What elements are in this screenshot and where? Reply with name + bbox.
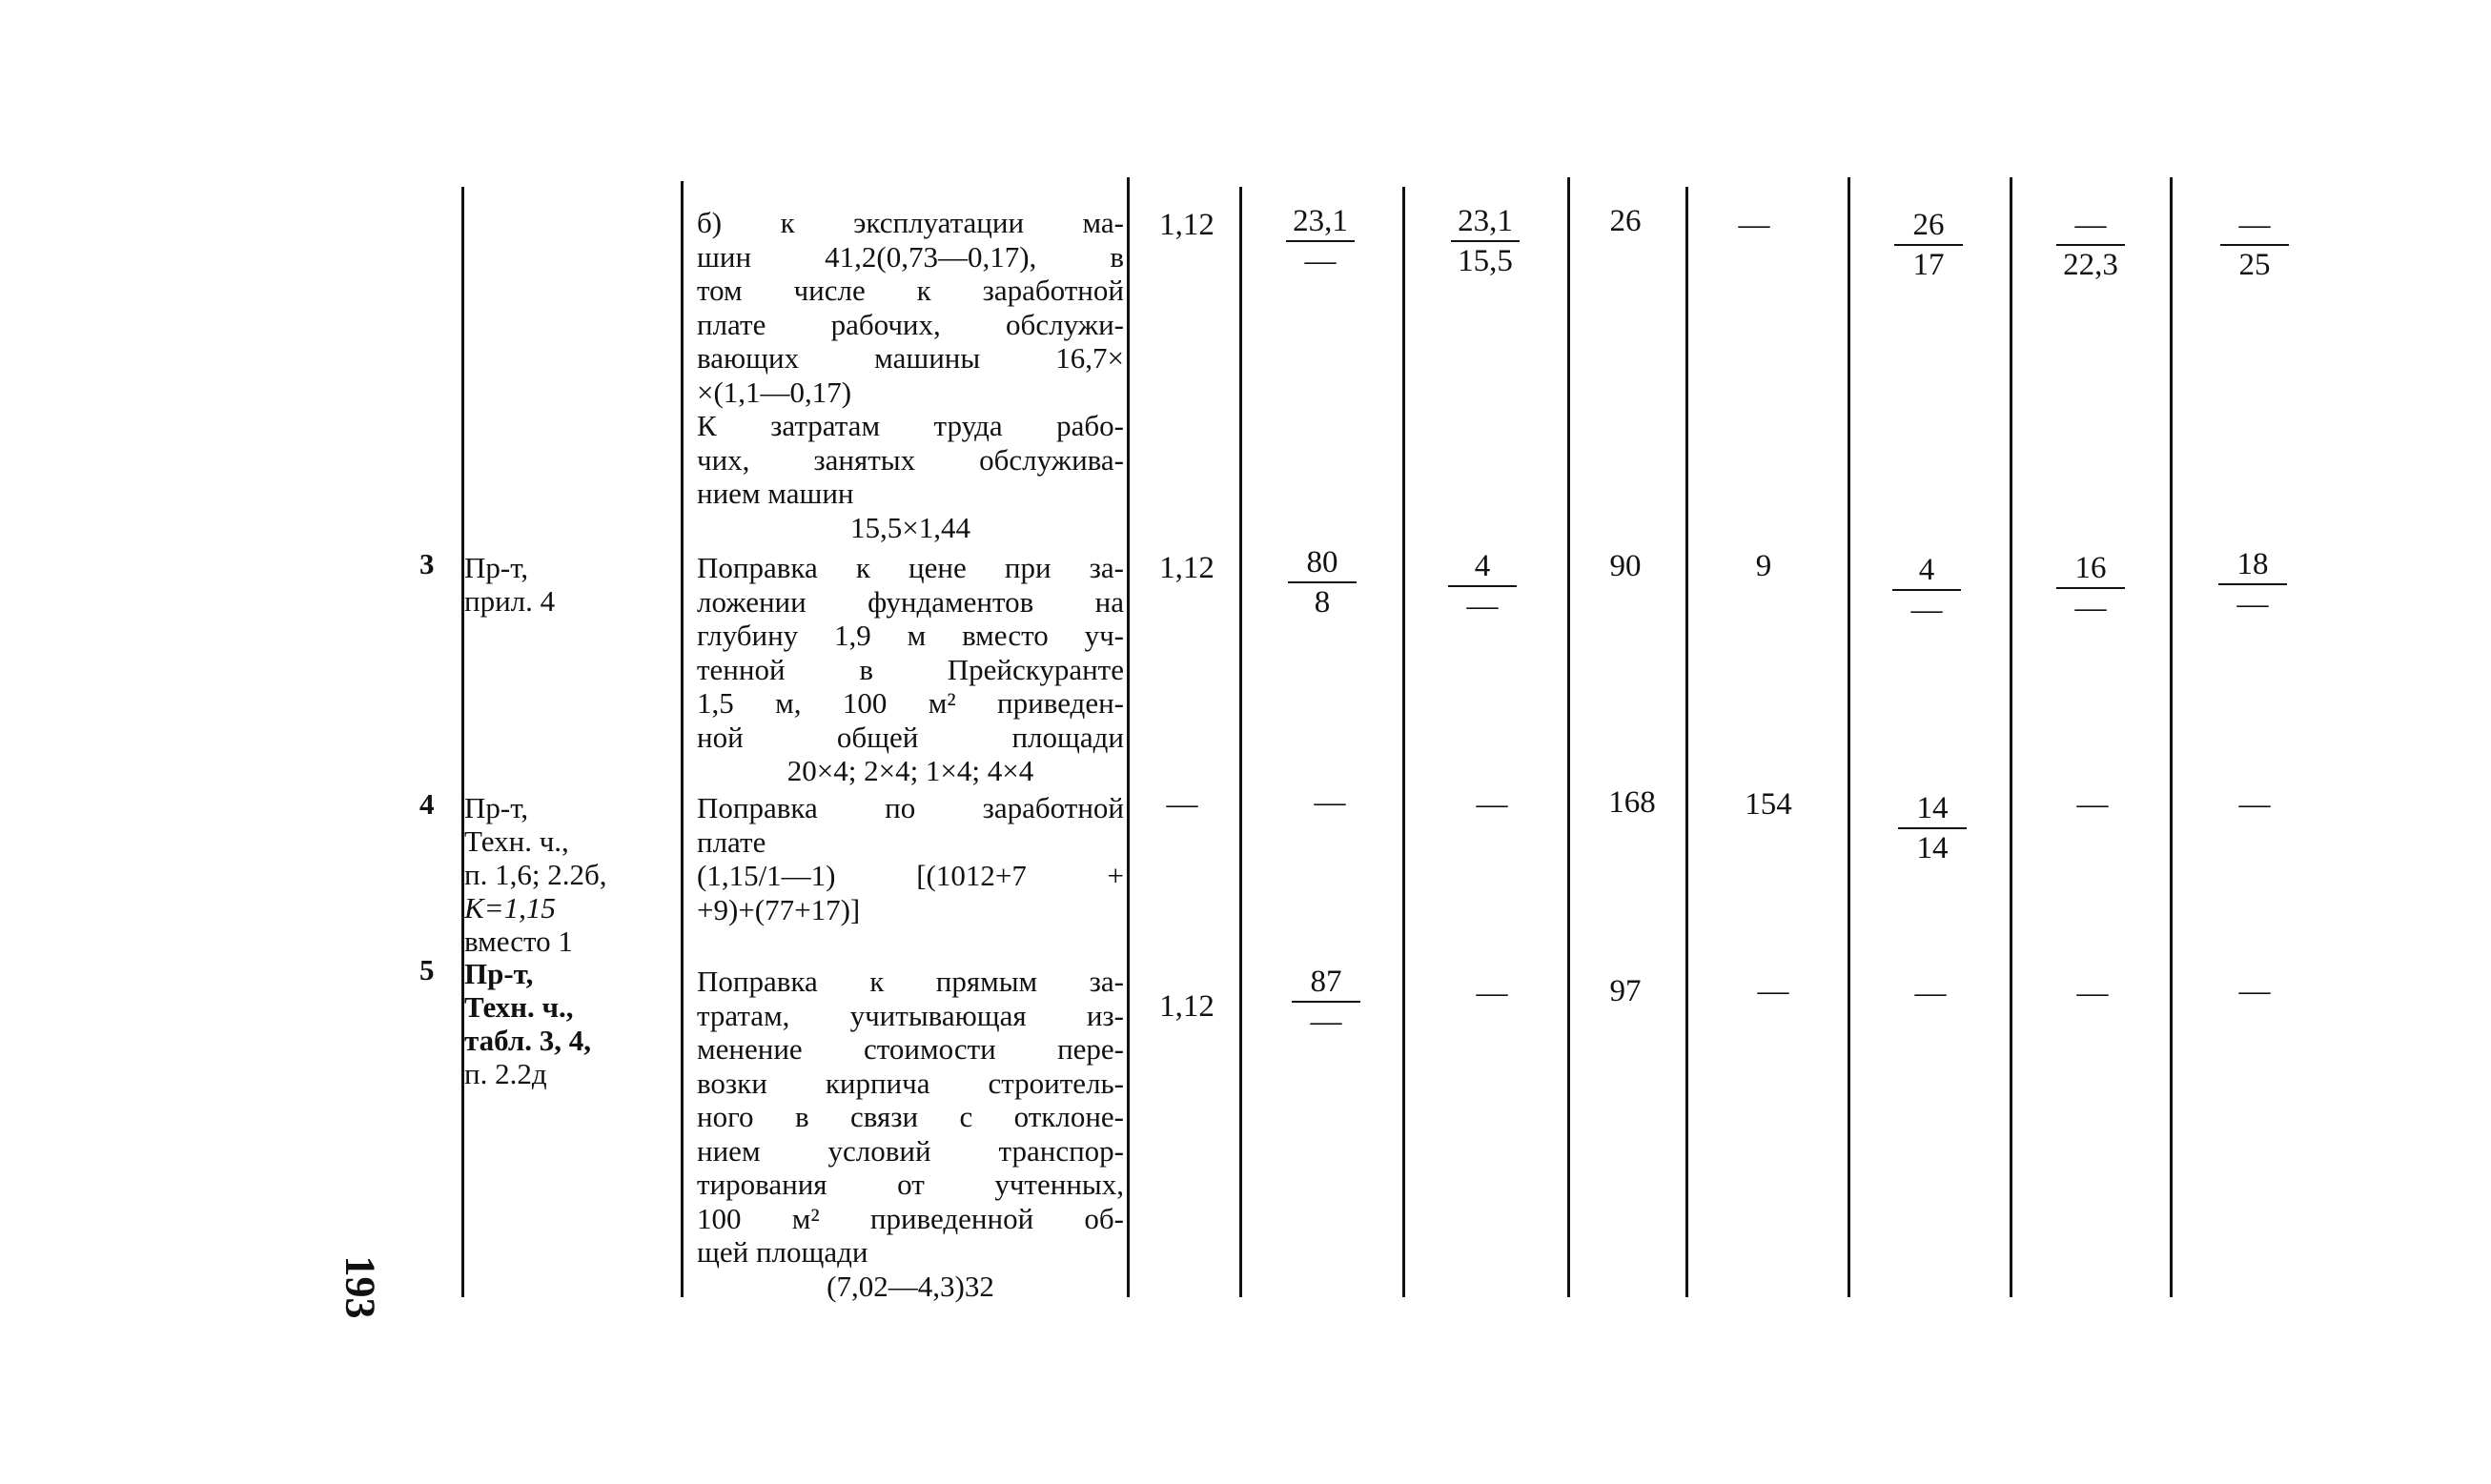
row1-c10-den: 22,3 (2063, 248, 2118, 282)
row1-c9 (1876, 208, 1981, 282)
row4-c5: — (1314, 785, 1346, 820)
row4-desc-line: Поправка по заработной (697, 791, 1124, 824)
row1-c5-den: — (1304, 244, 1337, 278)
page-number: 193 (337, 1255, 384, 1319)
row4-c9 (1880, 791, 1985, 865)
row1-c6-den: 15,5 (1458, 244, 1513, 278)
fraction-bar (2218, 583, 2287, 585)
rule-coef (1239, 187, 1242, 1297)
row3-c9-num: 4 (1918, 553, 1935, 587)
row3-c11-den: — (2236, 587, 2269, 621)
row5-c5-num: 87 (1310, 965, 1342, 999)
row-number: 4 (419, 787, 435, 821)
row5-source (464, 957, 591, 1090)
row3-c9 (1874, 553, 1979, 627)
row4-source-line: п. 1,6; 2.2б, (464, 858, 607, 891)
row5-source-line: Техн. ч., (464, 990, 574, 1024)
row1-desc-line: чих, занятых обслужива- (697, 442, 1124, 477)
row1-c10-num: — (2074, 208, 2107, 242)
fraction-bar (2056, 244, 2125, 246)
row1-c5 (1268, 204, 1373, 278)
row5-desc-line: тратам, учитывающая из- (697, 998, 1124, 1032)
fraction-bar (1898, 827, 1967, 829)
row5-c5-den: — (1310, 1005, 1342, 1039)
row1-c5-num: 23,1 (1293, 204, 1348, 238)
row3-c8: 9 (1755, 549, 1772, 583)
row1-desc-line: ×(1,1—0,17) (697, 375, 852, 409)
row3-source (464, 551, 555, 618)
row3-c6-num: 4 (1474, 549, 1491, 583)
row4-source-line: Техн. ч., (464, 824, 569, 858)
row3-c7: 90 (1609, 549, 1642, 583)
rule-c5 (1402, 187, 1405, 1297)
row1-c10 (2038, 208, 2143, 282)
rule-c9 (2010, 177, 2012, 1297)
row1-c11-den: 25 (2238, 248, 2271, 282)
row3-desc-line: 1,5 м, 100 м² приведен- (697, 686, 1124, 720)
row4-c6: — (1476, 787, 1508, 822)
row4-desc-line: (1,15/1—1) [(1012+7 + (697, 859, 1124, 892)
row3-c11-num: 18 (2236, 547, 2269, 581)
row3-c5 (1270, 545, 1375, 620)
fraction-bar (1892, 589, 1961, 591)
row1-desc-line: шин 41,2(0,73—0,17), в (697, 239, 1124, 274)
row5-description (697, 965, 1124, 1303)
row1-desc-line: том числе к заработной (697, 274, 1124, 307)
row1-c6 (1433, 204, 1538, 278)
row5-source-line: табл. 3, 4, (464, 1024, 591, 1057)
fraction-bar (1288, 581, 1357, 583)
row1-desc-line: вающих машины 16,7× (697, 341, 1124, 375)
row3-c5-num: 80 (1306, 545, 1338, 579)
row4-c8: 154 (1745, 787, 1792, 822)
rule-desc (1127, 177, 1130, 1297)
fraction-bar (1292, 1001, 1360, 1003)
row1-description (697, 206, 1124, 544)
row4-source-line: Пр-т, (464, 791, 529, 824)
rule-c8 (1848, 177, 1850, 1297)
row4-c11: — (2238, 787, 2271, 822)
row5-coef: 1,12 (1159, 989, 1215, 1024)
row5-desc-line: (7,02—4,3)32 (827, 1269, 994, 1303)
rule-c7 (1685, 187, 1688, 1297)
row4-c9-den: 14 (1916, 831, 1949, 865)
fraction-bar (2056, 587, 2125, 589)
rule-left (461, 187, 464, 1297)
row5-c11: — (2238, 974, 2271, 1008)
row1-desc-line: К затратам труда рабо- (697, 409, 1124, 442)
row1-c7: 26 (1609, 204, 1642, 238)
row5-c6: — (1476, 976, 1508, 1010)
row3-source-line: прил. 4 (464, 584, 556, 618)
row3-coef: 1,12 (1159, 551, 1215, 585)
fraction-bar (1286, 240, 1355, 242)
row3-c6-den: — (1466, 589, 1499, 623)
fraction-bar (2220, 244, 2289, 246)
row5-desc-line: менение стоимости пере- (697, 1032, 1124, 1066)
row1-c9-num: 26 (1912, 208, 1945, 242)
row3-c9-den: — (1910, 593, 1943, 627)
rule-c10 (2170, 177, 2173, 1297)
row5-c7: 97 (1609, 974, 1642, 1008)
row3-desc-line: ной общей площади (697, 720, 1124, 754)
row5-source-line: Пр-т, (464, 957, 534, 990)
row3-source-line: Пр-т, (464, 551, 529, 584)
row3-c11 (2200, 547, 2305, 621)
fraction-bar (1451, 240, 1520, 242)
row5-c9: — (1914, 976, 1947, 1010)
row3-c6 (1430, 549, 1535, 623)
row1-desc-line: нием машин (697, 477, 854, 510)
row1-c9-den: 17 (1912, 248, 1945, 282)
row4-c10: — (2076, 787, 2109, 822)
row5-desc-line: 100 м² приведенной об- (697, 1201, 1124, 1235)
row1-desc-line: б) к эксплуатации ма- (697, 206, 1124, 239)
row-number: 5 (419, 953, 435, 986)
row1-desc-line: 15,5×1,44 (850, 510, 970, 544)
row3-desc-line: 20×4; 2×4; 1×4; 4×4 (786, 754, 1034, 787)
row4-c9-num: 14 (1916, 791, 1949, 825)
row5-c5 (1274, 965, 1378, 1039)
row4-c7: 168 (1608, 785, 1656, 820)
row3-c10-den: — (2074, 591, 2107, 625)
row4-source-line: вместо 1 (464, 925, 573, 958)
rule-c6 (1567, 177, 1570, 1297)
row3-desc-line: глубину 1,9 м вместо уч- (697, 619, 1124, 652)
row4-description (697, 791, 1124, 926)
row3-desc-line: Поправка к цене при за- (697, 551, 1124, 584)
row5-c10: — (2076, 976, 2109, 1010)
fraction-bar (1894, 244, 1963, 246)
row5-desc-line: щей площади (697, 1235, 868, 1269)
row5-desc-line: Поправка к прямым за- (697, 965, 1124, 998)
row3-c10-num: 16 (2074, 551, 2107, 585)
row3-c5-den: 8 (1314, 585, 1331, 620)
row1-coef: 1,12 (1159, 208, 1215, 242)
row1-c11 (2202, 208, 2307, 282)
row-number: 3 (419, 547, 435, 580)
row5-desc-line: тирования от учтенных, (697, 1168, 1124, 1201)
row4-desc-line: +9)+(77+17)] (697, 892, 861, 926)
row4-coef: — (1166, 787, 1198, 822)
row5-source-line: п. 2.2д (464, 1057, 547, 1090)
row1-c11-num: — (2238, 208, 2271, 242)
row4-source-line: K=1,15 (464, 891, 556, 925)
row3-description (697, 551, 1124, 788)
row5-c8: — (1757, 974, 1789, 1008)
row5-desc-line: нием условий транспор- (697, 1133, 1124, 1168)
row4-desc-line: плате (697, 824, 766, 859)
rule-source (681, 181, 684, 1297)
row1-c8: — (1738, 208, 1770, 242)
row3-desc-line: тенной в Прейскуранте (697, 652, 1124, 686)
row3-c10 (2038, 551, 2143, 625)
row1-c6-num: 23,1 (1458, 204, 1513, 238)
row4-source (464, 791, 606, 958)
row3-desc-line: ложении фундаментов на (697, 584, 1124, 619)
row5-desc-line: ного в связи с отклоне- (697, 1100, 1124, 1133)
fraction-bar (1448, 585, 1517, 587)
row1-desc-line: плате рабочих, обслужи- (697, 307, 1124, 341)
row5-desc-line: возки кирпича строитель- (697, 1066, 1124, 1100)
